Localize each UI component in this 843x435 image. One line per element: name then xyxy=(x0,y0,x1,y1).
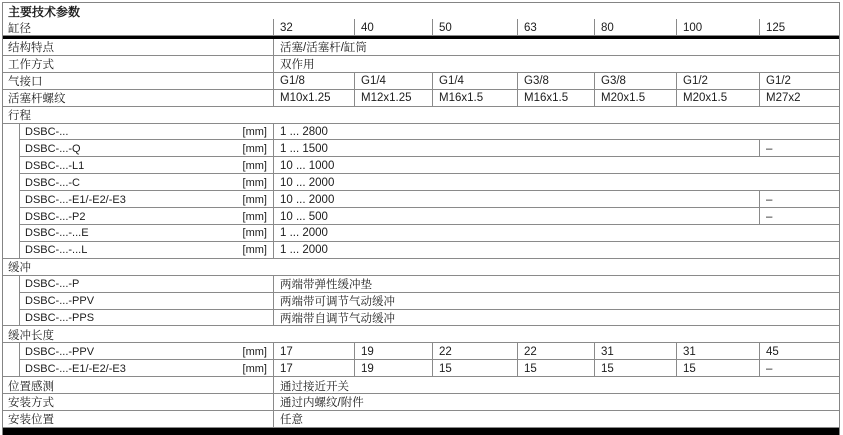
variant-code: DSBC-...-PPV xyxy=(25,345,95,358)
variant-code: DSBC-...-...E xyxy=(25,227,89,240)
cell-value: 15 xyxy=(676,360,759,377)
section-cushioning-length xyxy=(3,326,839,343)
stroke-variant-row xyxy=(3,157,839,174)
unit-label: [mm] xyxy=(242,125,267,138)
cell-value: 10 ... 2000 xyxy=(273,191,759,208)
cushioning-variant-row xyxy=(3,276,839,293)
cell-value: G1/2 xyxy=(759,73,839,90)
variant-code: DSBC-...-E1/-E2/-E3 xyxy=(25,193,126,206)
cell-value: M20x1.5 xyxy=(676,90,759,107)
cell-value: 双作用 xyxy=(273,56,839,73)
unit-label: [mm] xyxy=(242,244,267,257)
row-position-sensing xyxy=(3,377,839,394)
row-label: 位置感测 xyxy=(8,380,54,393)
cell-value: G3/8 xyxy=(517,73,594,90)
variant-code: DSBC-...-P xyxy=(25,278,80,291)
cell-value: 31 xyxy=(594,343,676,360)
cell-dash: – xyxy=(759,208,839,225)
unit-label: [mm] xyxy=(242,142,267,155)
cell-value: M16x1.5 xyxy=(517,90,594,107)
cushioning-length-row xyxy=(3,343,839,360)
stroke-variant-row xyxy=(3,140,839,157)
cell-value: – xyxy=(759,360,839,377)
cell-value: G3/8 xyxy=(594,73,676,90)
variant-code: DSBC-... xyxy=(25,125,69,138)
cell-value: 15 xyxy=(594,360,676,377)
cell-value: 22 xyxy=(432,343,517,360)
section-label: 缓冲长度 xyxy=(8,329,54,342)
variant-code: DSBC-...-PPS xyxy=(25,311,95,324)
bore-value: 50 xyxy=(432,19,517,36)
cell-value: 1 ... 2000 xyxy=(273,242,839,259)
cell-value: 10 ... 500 xyxy=(273,208,759,225)
stroke-variant-row xyxy=(3,242,839,259)
cell-value: G1/2 xyxy=(676,73,759,90)
cell-value: 两端带自调节气动缓冲 xyxy=(273,310,839,327)
cell-value: G1/4 xyxy=(432,73,517,90)
unit-label: [mm] xyxy=(242,159,267,172)
cell-value: 1 ... 2000 xyxy=(273,225,839,242)
technical-data-table xyxy=(2,2,840,435)
cell-value: 任意 xyxy=(273,411,839,428)
row-mounting-type xyxy=(3,394,839,411)
stroke-variant-row xyxy=(3,124,839,141)
row-label: 缸径 xyxy=(8,22,31,35)
row-piston-rod-thread xyxy=(3,90,839,107)
unit-label: [mm] xyxy=(242,210,267,223)
section-label: 缓冲 xyxy=(8,262,31,275)
variant-code: DSBC-...-...L xyxy=(25,244,88,257)
row-label: 安装位置 xyxy=(8,414,54,427)
cushioning-variant-row xyxy=(3,310,839,327)
bore-value: 32 xyxy=(273,19,354,36)
cell-value: 两端带可调节气动缓冲 xyxy=(273,293,839,310)
cell-value: 15 xyxy=(517,360,594,377)
cell-value: 17 xyxy=(273,343,354,360)
cushioning-variant-row xyxy=(3,293,839,310)
bore-value: 80 xyxy=(594,19,676,36)
cell-value: 10 ... 2000 xyxy=(273,174,839,191)
cell-value: 31 xyxy=(676,343,759,360)
bore-value: 40 xyxy=(354,19,432,36)
cell-value: 活塞/活塞杆/缸筒 xyxy=(273,39,839,56)
unit-label: [mm] xyxy=(242,362,267,375)
row-bore-diameter xyxy=(3,19,839,36)
cell-value: M27x2 xyxy=(759,90,839,107)
row-label: 结构特点 xyxy=(8,42,54,55)
bore-value: 100 xyxy=(676,19,759,36)
bore-value: 63 xyxy=(517,19,594,36)
cushioning-length-row xyxy=(3,360,839,377)
table-title: 主要技术参数 xyxy=(8,4,81,19)
section-cushioning xyxy=(3,259,839,276)
row-mounting-position xyxy=(3,411,839,428)
cell-value: 1 ... 2800 xyxy=(273,124,839,141)
row-label: 气接口 xyxy=(8,76,43,89)
cell-dash: – xyxy=(759,191,839,208)
cell-value: M12x1.25 xyxy=(354,90,432,107)
row-pneumatic-port xyxy=(3,73,839,90)
stroke-variant-row xyxy=(3,174,839,191)
cell-value: 19 xyxy=(354,360,432,377)
row-label: 活塞杆螺纹 xyxy=(8,93,66,106)
cell-value: 15 xyxy=(432,360,517,377)
cell-value: 17 xyxy=(273,360,354,377)
cell-value: M10x1.25 xyxy=(273,90,354,107)
section-label: 行程 xyxy=(8,110,31,123)
variant-code: DSBC-...-L1 xyxy=(25,159,85,172)
cell-value: G1/8 xyxy=(273,73,354,90)
cell-value: 22 xyxy=(517,343,594,360)
cell-value: M16x1.5 xyxy=(432,90,517,107)
unit-label: [mm] xyxy=(242,193,267,206)
variant-code: DSBC-...-PPV xyxy=(25,295,95,308)
row-label: 工作方式 xyxy=(8,59,54,72)
cell-dash: – xyxy=(759,140,839,157)
cell-value: 两端带弹性缓冲垫 xyxy=(273,276,839,293)
row-mode-of-operation xyxy=(3,56,839,73)
cell-value: M20x1.5 xyxy=(594,90,676,107)
row-label: 安装方式 xyxy=(8,397,54,410)
stroke-variant-row xyxy=(3,191,839,208)
unit-label: [mm] xyxy=(242,176,267,189)
stroke-variant-row xyxy=(3,208,839,225)
cell-value: 45 xyxy=(759,343,839,360)
bottom-heavy-rule xyxy=(3,428,839,435)
variant-code: DSBC-...-Q xyxy=(25,142,81,155)
bore-value: 125 xyxy=(759,19,839,36)
cell-value: 1 ... 1500 xyxy=(273,140,759,157)
cell-value: G1/4 xyxy=(354,73,432,90)
cell-value: 通过内螺纹/附件 xyxy=(273,394,839,411)
unit-label: [mm] xyxy=(242,227,267,240)
unit-label: [mm] xyxy=(242,345,267,358)
cell-value: 10 ... 1000 xyxy=(273,157,839,174)
cell-value: 19 xyxy=(354,343,432,360)
section-stroke xyxy=(3,107,839,124)
variant-code: DSBC-...-E1/-E2/-E3 xyxy=(25,362,126,375)
variant-code: DSBC-...-P2 xyxy=(25,210,86,223)
variant-code: DSBC-...-C xyxy=(25,176,80,189)
cell-value: 通过接近开关 xyxy=(273,377,839,394)
stroke-variant-row xyxy=(3,225,839,242)
row-design-structure xyxy=(3,39,839,56)
